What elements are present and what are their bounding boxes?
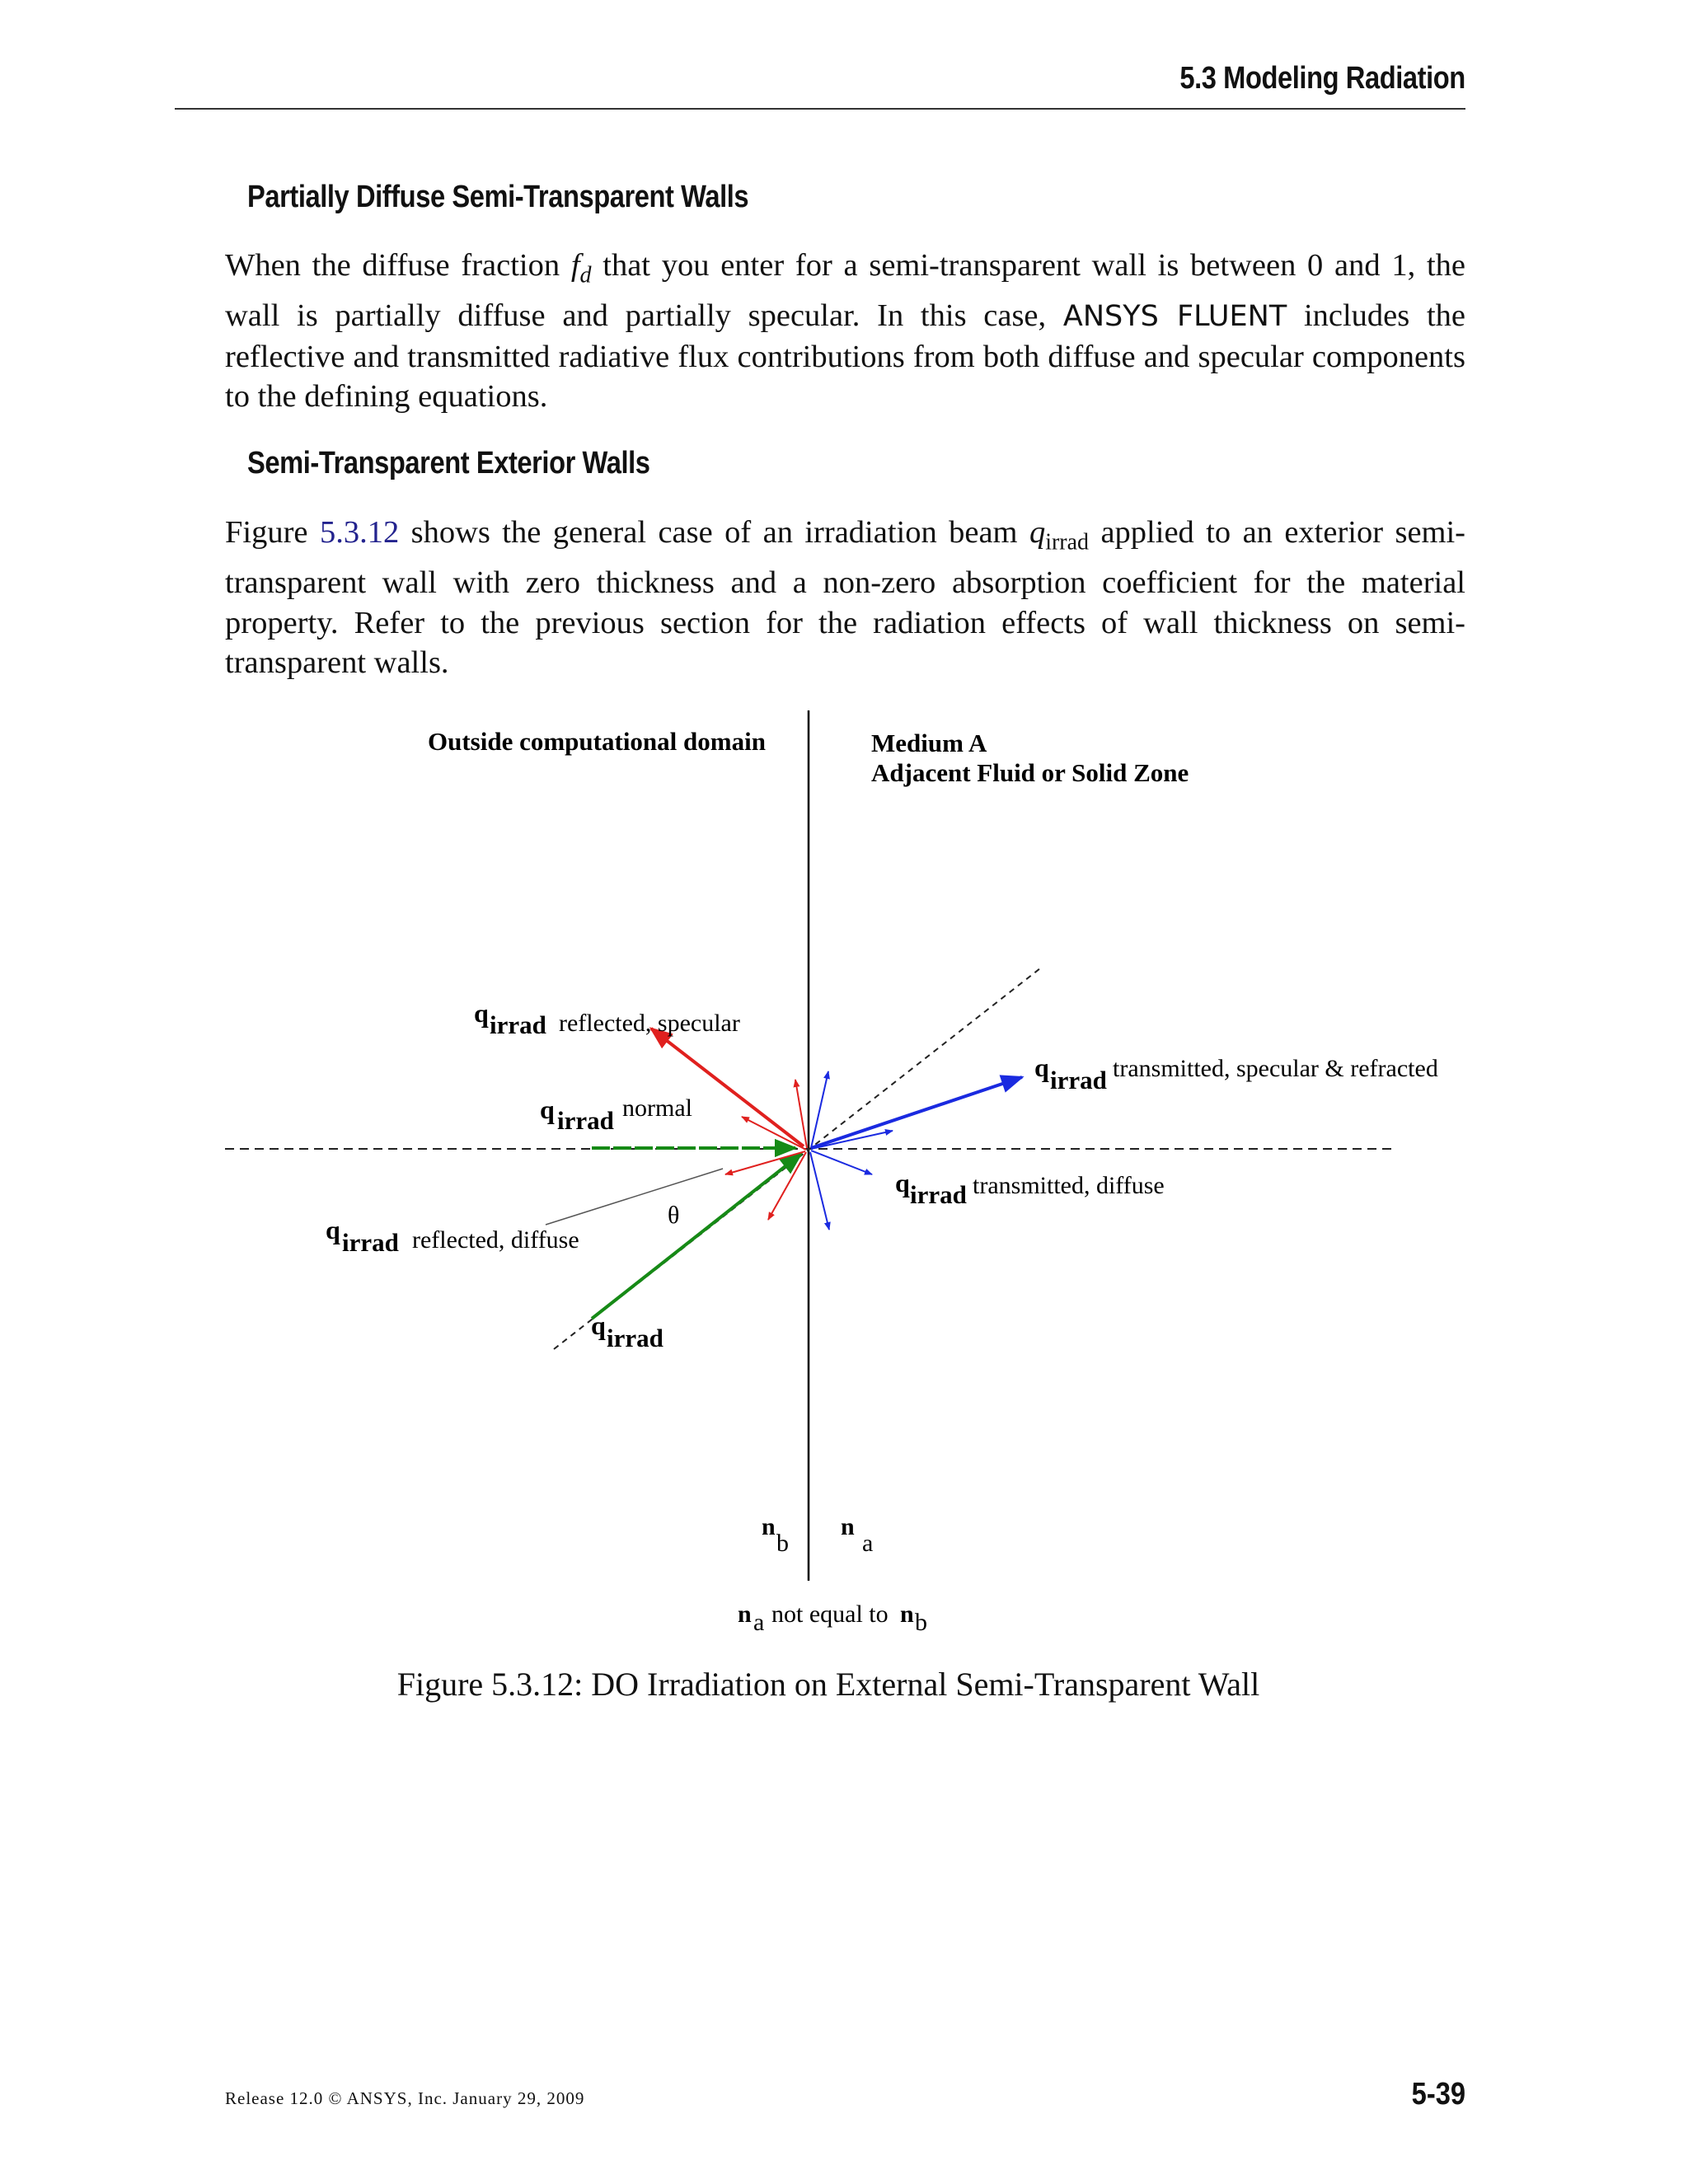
math-variable: q (1029, 515, 1046, 550)
outside-domain-label: Outside computational domain (428, 727, 766, 756)
q-symbol: q (474, 998, 489, 1028)
q-subscript: irrad (557, 1106, 614, 1135)
transmitted-specular-label: transmitted, specular & refracted (1113, 1055, 1438, 1082)
reflected-specular-arrow (651, 1029, 804, 1146)
reflected-diffuse-label: reflected, diffuse (412, 1226, 579, 1254)
q-subscript: irrad (490, 1010, 546, 1039)
math-subscript: irrad (1045, 529, 1090, 555)
q-symbol: q (895, 1168, 910, 1197)
n-b-subscript: b (776, 1530, 789, 1557)
figure-reference-link[interactable]: 5.3.12 (319, 515, 400, 550)
medium-label-line2: Adjacent Fluid or Solid Zone (871, 758, 1189, 787)
footer-release: Release 12.0 © ANSYS, Inc. January 29, 2009 (225, 2088, 585, 2108)
q-symbol: q (540, 1094, 555, 1124)
n-a-subscript: a (753, 1609, 765, 1636)
n-symbol: n (762, 1513, 776, 1540)
paragraph-text: includes the reflective and transmitted radiative flux contributions from both diffuse and specular components to the defining equations. (225, 298, 1465, 415)
q-subscript: irrad (607, 1324, 663, 1352)
paragraph-text: applied to an exterior semi-transparent wall with zero thickness and a non-zero absorption coefficient for the material property. Refer to the previous section for the radiation effects of wall thickness on semi-transparent walls. (225, 515, 1465, 681)
n-symbol: n (738, 1601, 752, 1628)
transmitted-diffuse-label: transmitted, diffuse (973, 1172, 1165, 1199)
reflected-diffuse-arrow (768, 1152, 806, 1220)
math-variable: f (570, 248, 580, 283)
paragraph-exterior-walls (225, 513, 1465, 683)
transmitted-diffuse-arrow (810, 1152, 829, 1230)
normal-label: normal (622, 1094, 692, 1122)
q-subscript: irrad (910, 1180, 967, 1209)
n-symbol: n (841, 1513, 855, 1540)
figure-caption-text: Figure 5.3.12: DO Irradiation on External Semi-Transparent Wall (396, 1666, 1260, 1703)
page-number: 5-39 (1411, 2077, 1465, 2111)
paragraph-text: When the diffuse fraction (225, 248, 571, 283)
paragraph-partially-diffuse (225, 246, 1465, 417)
incident-beam-arrow (592, 1154, 801, 1319)
math-subscript: d (579, 262, 592, 288)
q-subscript: irrad (1050, 1066, 1107, 1094)
transmitted-specular-arrow (811, 1077, 1022, 1148)
n-symbol: n (900, 1601, 914, 1628)
q-symbol: q (591, 1310, 606, 1340)
paragraph-text: that you enter for a semi-transparent wall is between 0 and 1, the wall is partially diffuse and partially specular. In this case, (225, 248, 1466, 334)
figure-caption (0, 1665, 1688, 1704)
q-symbol: q (1034, 1052, 1049, 1082)
paragraph-text: shows the general case of an irradiation beam (399, 515, 1029, 550)
transmitted-diffuse-arrow (811, 1151, 872, 1174)
q-subscript: irrad (342, 1228, 399, 1257)
reflected-specular-label: reflected, specular (559, 1010, 740, 1037)
theta-angle-label: θ (668, 1202, 680, 1229)
reflected-diffuse-arrow (795, 1080, 807, 1148)
header-rule (175, 108, 1465, 110)
medium-label-line1: Medium A (871, 729, 987, 757)
n-b-subscript: b (915, 1609, 927, 1636)
n-a-subscript: a (862, 1530, 874, 1557)
reflected-diffuse-leader (546, 1169, 723, 1225)
q-symbol: q (326, 1215, 340, 1244)
running-header: 5.3 Modeling Radiation (1179, 61, 1465, 96)
section-heading-exterior-walls: Semi-Transparent Exterior Walls (247, 446, 650, 480)
not-equal-label: not equal to (771, 1601, 889, 1628)
irradiation-diagram (0, 701, 1688, 1648)
section-heading-partially-diffuse: Partially Diffuse Semi-Transparent Walls (247, 180, 749, 214)
reflected-diffuse-arrow (725, 1151, 805, 1174)
product-name: ANSYS FLUENT (1062, 300, 1287, 334)
paragraph-text: Figure (225, 515, 320, 550)
